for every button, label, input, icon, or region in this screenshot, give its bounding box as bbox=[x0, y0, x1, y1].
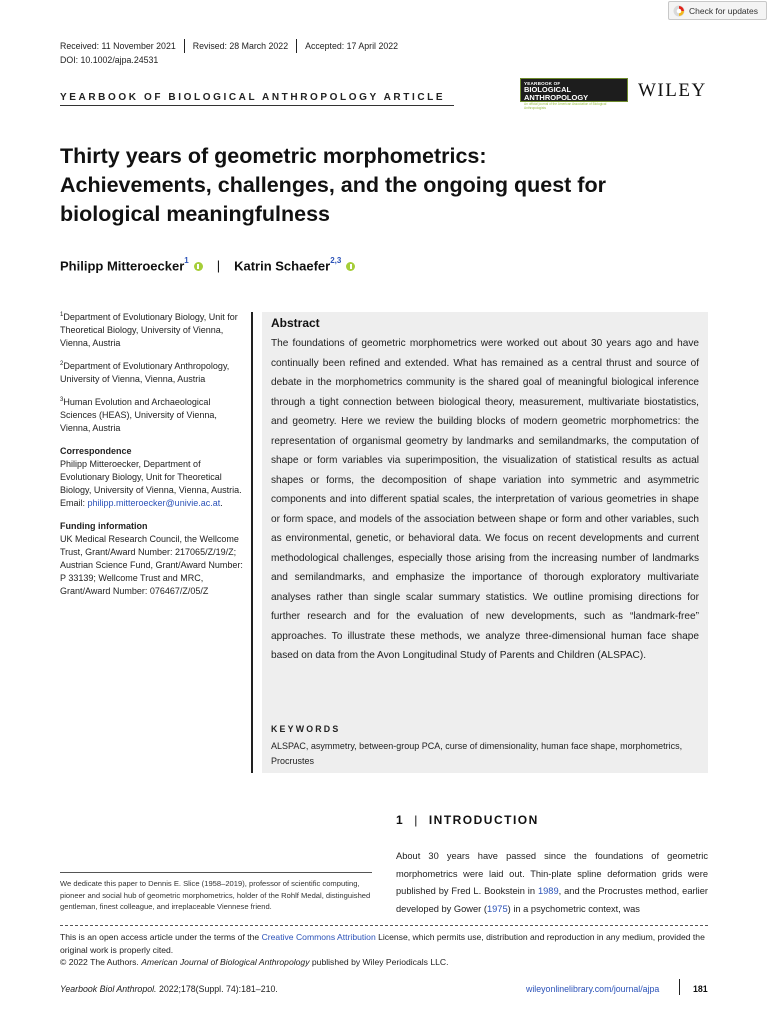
date-separator bbox=[296, 39, 297, 53]
date-separator bbox=[184, 39, 185, 53]
author-name[interactable]: Katrin Schaefer$^{2,3}$ bbox=[234, 256, 342, 274]
journal-logo-line3: An official journal of the American Association of Biological Anthropologists bbox=[524, 102, 607, 110]
author-list bbox=[60, 258, 355, 273]
funding-text: UK Medical Research Council, the Wellcome Trust, Grant/Award Number: 217065/Z/19/Z; Austrian Science Fund, Grant/Award Number: P 33139; Wellcome Trust and MRC, Grant/Award Number: 076467/Z/05/Z bbox=[60, 534, 243, 596]
article-type: YEARBOOK OF BIOLOGICAL ANTHROPOLOGY ARTICLE bbox=[60, 92, 446, 103]
orcid-icon[interactable] bbox=[346, 262, 355, 271]
column-divider bbox=[251, 312, 253, 773]
received-date: Received: 11 November 2021 bbox=[60, 41, 176, 51]
email-link[interactable]: philipp.mitteroecker@univie.ac.at bbox=[87, 498, 221, 508]
journal-url-link[interactable]: wileyonlinelibrary.com/journal/ajpa bbox=[526, 984, 660, 994]
citation-link[interactable]: 1975 bbox=[486, 903, 508, 914]
keywords-heading: KEYWORDS bbox=[271, 724, 341, 734]
correspondence-text: Philipp Mitteroecker, Department of Evolutionary Biology, Unit for Theoretical Biology, University of Vienna, Vienna, Austria. Email: philipp.mitteroecker@univie.ac.at. bbox=[60, 459, 242, 508]
footer-divider bbox=[679, 979, 680, 995]
accepted-date: Accepted: 17 April 2022 bbox=[305, 41, 399, 51]
dedication-note: We dedicate this paper to Dennis E. Slice (1958–2019), professor of scientific computing, pioneer and social hub of geometric morphometrics, holder of the Rohlf Medal, distinguished gentleman, finest colleague, and irreplaceable Viennese friend. bbox=[60, 879, 371, 911]
journal-logo-line2: BIOLOGICAL ANTHROPOLOGY bbox=[524, 85, 589, 102]
citation-link[interactable]: 1989 bbox=[537, 886, 559, 896]
abstract-heading: Abstract bbox=[271, 316, 320, 330]
affiliation: $^2$Department of Evolutionary Anthropology, University of Vienna, Vienna, Austria bbox=[60, 361, 230, 384]
orcid-icon[interactable] bbox=[194, 262, 203, 271]
affiliation: $^1$Department of Evolutionary Biology, Unit for Theoretical Biology, University of Vienna, Vienna, Austria bbox=[60, 312, 238, 348]
article-title: Thirty years of geometric morphometrics: Achievements, challenges, and the ongoing quest for biological meaningfulness bbox=[60, 144, 606, 226]
publisher-logo: WILEY bbox=[638, 80, 707, 101]
journal-logo bbox=[520, 78, 628, 110]
funding-heading: Funding information bbox=[60, 521, 148, 531]
correspondence-heading: Correspondence bbox=[60, 446, 132, 456]
doi: DOI: 10.1002/ajpa.24531 bbox=[60, 55, 159, 65]
footnote-rule bbox=[60, 872, 372, 873]
license-rule bbox=[60, 925, 708, 926]
revised-date: Revised: 28 March 2022 bbox=[192, 41, 289, 51]
license-link[interactable]: Creative Commons Attribution bbox=[261, 932, 376, 942]
author-separator: | bbox=[216, 258, 221, 274]
author-name[interactable]: Philipp Mitteroecker$^1$ bbox=[60, 256, 189, 274]
license-note: This is an open access article under the terms of the Creative Commons Attribution License, which permits use, distribution and reproduction in any medium, provided the original work is properly cited. © 2022 The Authors. American Journal of Biological Anthropology published by Wiley Periodicals LLC. bbox=[60, 932, 705, 967]
check-for-updates-button[interactable] bbox=[668, 1, 767, 20]
section-heading: 1 | INTRODUCTION bbox=[396, 813, 539, 827]
affiliation-ref[interactable]: 1 bbox=[184, 256, 189, 265]
article-dates bbox=[60, 39, 398, 53]
author-info-column bbox=[60, 309, 245, 606]
affiliation-ref[interactable]: 2,3 bbox=[330, 256, 342, 265]
article-type-rule bbox=[60, 105, 454, 106]
crossmark-icon bbox=[673, 5, 685, 17]
page-number: 181 bbox=[693, 984, 708, 994]
footer-citation: Yearbook Biol Anthropol. 2022;178(Suppl. 74):181–210. bbox=[60, 984, 278, 994]
abstract-text: The foundations of geometric morphometrics were worked out about 30 years ago and have continually been refined and extended. What has remained as a central thrust and source of debate in the morphometrics community is the shared goal of meaningful biological inference through a tight connection between biological theory, measurement, multivariate biostatistics, and geometry. Here we review the building blocks of modern geometric morphometrics: the representation of organismal geometry by landmarks and semilandmarks, the computation of shape or form variables via superimposition, the visualization of statistical results as actual shapes or forms, the decomposition of shape variation into symmetric and asymmetric components and into different spatial scales, the interpretation of various geometries in shape or form space, and models of the association between shape or form and other variables, such as environmental, genetic, or behavioral data. We focus on recent developments and current methodological challenges, especially those arising from the increasing number of landmarks and semilandmarks, and emphasize the importance of thorough exploratory multivariate analyses rather than single scalar summary statistics. We outline promising directions for further research and for the evaluation of new developments, such as “landmark-free” approaches. To illustrate these methods, we analyze three-dimensional human face shape based on data from the Avon Longitudinal Study of Parents and Children (ALSPAC). bbox=[271, 338, 699, 661]
keywords-text: ALSPAC, asymmetry, between-group PCA, curse of dimensionality, human face shape, morphometrics, Procrustes bbox=[271, 741, 683, 766]
journal-logo-line1: YEARBOOK OF bbox=[524, 81, 561, 86]
check-for-updates-label: Check for updates bbox=[689, 5, 758, 16]
affiliation: $^3$Human Evolution and Archaeological Sciences (HEAS), University of Vienna, Vienna, Austria bbox=[60, 397, 217, 433]
introduction-text: About 30 years have passed since the foundations of geometric morphometrics were laid out. Thin-plate spline deformation grids were published by Fred L. Bookstein in 1989, and the Procrustes method, earlier developed by Gower (1975) in a psychometric context, was bbox=[396, 851, 708, 914]
